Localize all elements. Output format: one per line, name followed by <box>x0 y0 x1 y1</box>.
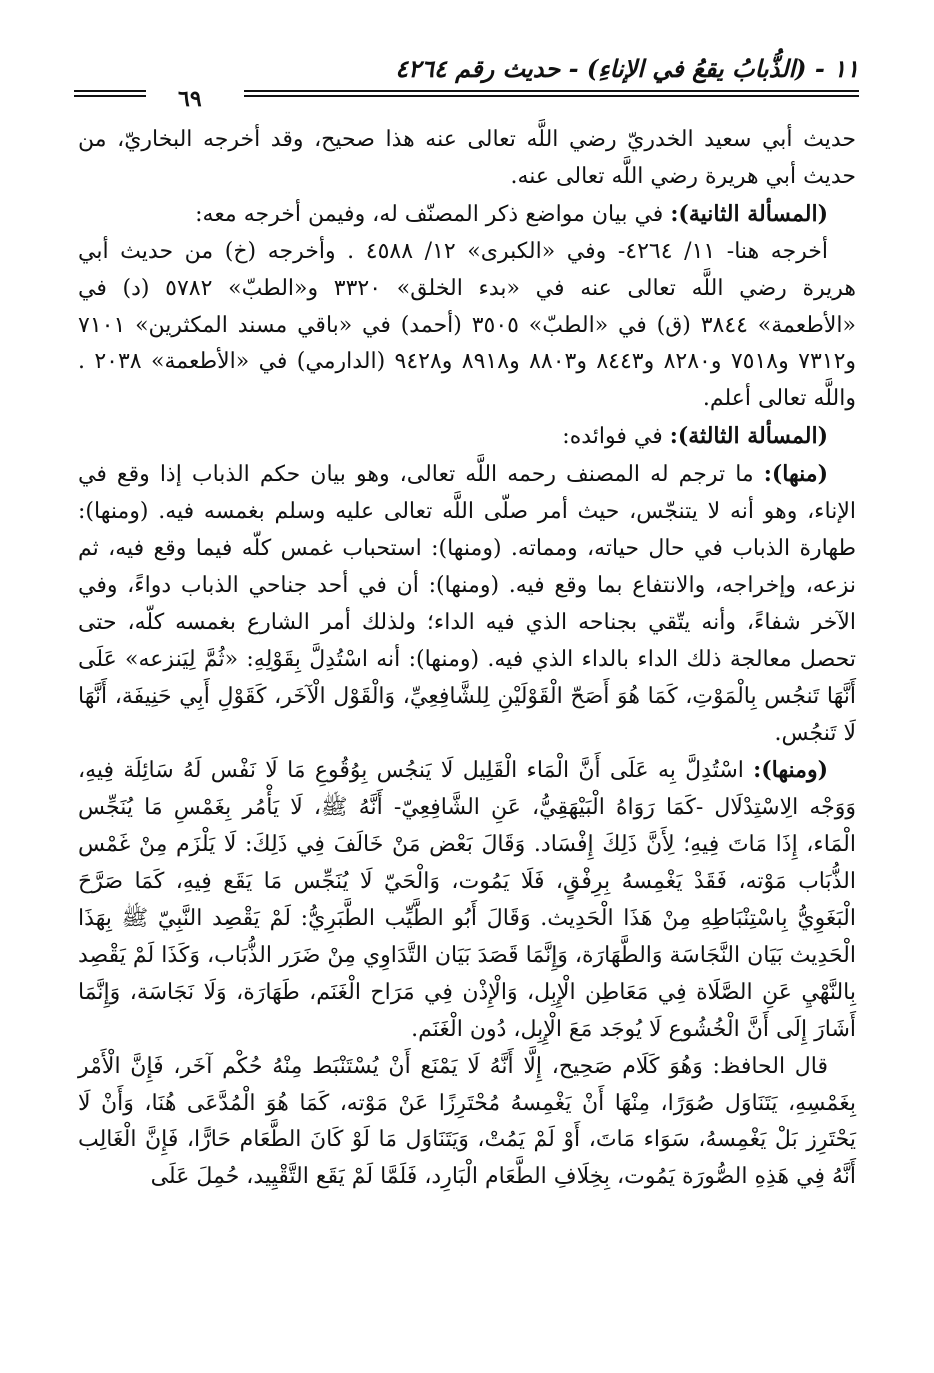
paragraph-issue-three <box>78 418 856 456</box>
paragraph-text: في بيان مواضع ذكر المصنّف له، وفيمن أخرجه معه: <box>195 201 664 227</box>
page-header <box>70 40 859 112</box>
paragraph-benefits <box>78 456 856 752</box>
issue-heading: (المسألة الثالثة): <box>669 423 828 450</box>
paragraph-sources <box>78 234 856 419</box>
paragraph-hadith-grading <box>78 122 856 196</box>
page-number: ٦٩ <box>178 86 202 112</box>
page-body <box>78 122 856 1196</box>
paragraph-text: في فوائده: <box>562 424 663 450</box>
paragraph-issue-two <box>78 196 856 234</box>
paragraph-text: قال الحافظ: وَهُوَ كَلَام صَحِيح، إِلَّا أَنَّهُ لَا يَمْنَع أَنْ يُسْتَنْبَط مِنْهُ حُكْم آخَر، فَإِنَّ الْأَمْر بِغَمْسِهِ، يَتَنَاوَل صُوَرًا، مِنْهَا أَنْ يَغْمِسهُ مُحْتَرِزًا عَنْ مَوْته، كَمَا هُوَ الْمُدَّعَى هُنَا، وَأَنْ لَا يَحْتَرِز بَلْ يَغْمِسهُ، سَوَاء مَاتَ، أَوْ لَمْ يَمُتْ، وَيَتَنَاوَل مَا لَوْ كَانَ الطَّعَام حَارًّا، فَإِنَّ الْغَالِب أَنَّهُ فِي هَذِهِ الصُّورَة يَمُوت، بِخِلَافِ الطَّعَام الْبَارِد، فَلَمَّا لَمْ يَقَع التَّقْيِيد، حُمِلَ عَلَى <box>78 1053 856 1190</box>
chapter-title: ١١ - (الذُّبابُ يقعُ في الإناءِ) - حديث رقم ٤٢٦٤ <box>395 54 859 83</box>
paragraph-text: حديث أبي سعيد الخدريّ رضي اللَّه تعالى عنه هذا صحيح، وقد أخرجه البخاريّ، من حديث أبي هريرة رضي اللَّه تعالى عنه. <box>78 127 856 189</box>
paragraph-text: اسْتُدِلَّ بِه عَلَى أَنَّ الْمَاء الْقَلِيل لَا يَنجُس بِوُقُوعِ مَا لَا نَفْس لَهُ سَائِلَة فِيهِ، وَوَجْه الِاسْتِدْلَال -كَمَا رَوَاهُ الْبَيْهَقِيُّ، عَنِ الشَّافِعِيّ- أَنَّهُ ﷺ، لَا يَأْمُر بِغَمْسِ مَا يُنَجِّس الْمَاء، إِذَا مَاتَ فِيهِ؛ لِأَنَّ ذَلِكَ إِفْسَاد. وَقَالَ بَعْض مَنْ خَالَفَ فِي ذَلِكَ: لَا يَلْزَم مِنْ غَمْس الذُّبَاب مَوْته، فَقَدْ يَغْمِسهُ بِرِفْقٍ، فَلَا يَمُوت، وَالْحَيّ لَا يُنَجِّس مَا يَقَع فِيهِ، كَمَا صَرَّحَ الْبَغَوِيُّ بِاسْتِنْبَاطِهِ مِنْ هَذَا الْحَدِيث. وَقَالَ أَبُو الطَّيِّب الطَّبَرِيُّ: لَمْ يَقْصِد النَّبِيّ ﷺ بِهَذَا الْحَدِيث بَيَان النَّجَاسَة وَالطَّهَارَة، وَإِنَّمَا قَصَدَ بَيَان التَّدَاوِي مِنْ ضَرَر الذُّبَاب، وَكَذَا لَمْ يَقْصِد بِالنَّهْيِ عَنِ الصَّلَاة فِي مَعَاطِن الْإِبِل، وَالْإِذْن فِي مَرَاح الْغَنَم، طَهَارَة، وَلَا نَجَاسَة، وَإِنَّمَا أَشَارَ إِلَى أَنَّ الْخُشُوع لَا يُوجَد مَعَ الْإِبِل، دُون الْغَنَم. <box>78 758 856 1042</box>
benefit-heading: (منها): <box>763 461 828 488</box>
header-rule-left <box>74 90 146 97</box>
benefit-heading: (ومنها): <box>753 757 828 784</box>
paragraph-text: أخرجه هنا- ١١/ ٤٢٦٤- وفي «الكبرى» ١٢/ ٤٥٨٨ . وأخرجه (خ) من حديث أبي هريرة رضي اللَّه تعالى عنه في «بدء الخلق» ٣٣٢٠ و«الطبّ» ٥٧٨٢ (د) في «الأطعمة» ٣٨٤٤ (ق) في «الطبّ» ٣٥٠٥ (أحمد) في «باقي مسند المكثرين» ٧١٠١ و٧٣١٢ و٧٥١٨ و٨٢٨٠ و٨٤٤٣ و٨٨٠٣ و٨٩١٨ و٩٤٢٨ (الدارمي) في «الأطعمة» ٢٠٣٨ . واللَّه تعالى أعلم. <box>78 238 857 412</box>
paragraph-text: ما ترجم له المصنف رحمه اللَّه تعالى، وهو بيان حكم الذباب إذا وقع في الإناء، وهو أنه لا يتنجّس، حيث أمر صلّى اللَّه تعالى عليه وسلم بغمسه فيه. (ومنها): طهارة الذباب في حال حياته، ومماته. (ومنها): استحباب غمس كلّه فيما وقع فيه، ثم نزعه، وإخراجه، والانتفاع بما وقع فيه. (ومنها): أن في أحد جناحي الذباب دواءً، وفي الآخر شفاءً، وأنه يتّقي بجناحه الذي فيه الداء؛ ولذلك أمر الشارع بغمسه كلّه، حتى تحصل معالجة ذلك الداء بالداء الذي فيه. (ومنها): أنه اسْتُدِلَّ بِقَوْلِهِ: «ثُمَّ لِيَنزعه» عَلَى أَنَّهَا تَنجُس بِالْمَوْتِ، كَمَا هُوَ أَصَحّ الْقَوْلَيْنِ لِلشَّافِعِيِّ، وَالْقَوْل الْآخَر، كَقَوْلِ أَبِي حَنِيفَة، أَنَّهَا لَا تَنجُس. <box>78 462 856 746</box>
paragraph-inference <box>78 752 856 1048</box>
issue-heading: (المسألة الثانية): <box>670 200 828 227</box>
paragraph-hafiz-quote <box>78 1049 856 1197</box>
header-rule-right <box>244 90 859 97</box>
